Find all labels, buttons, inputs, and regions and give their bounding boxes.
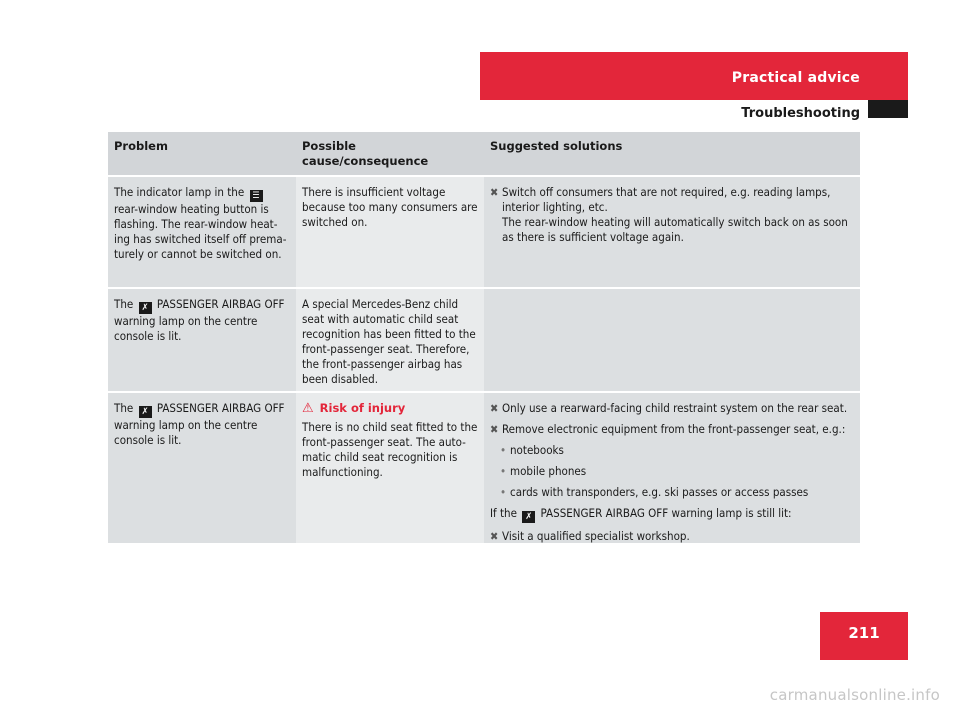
step-text: Remove electronic equipment from the front-passenger seat, e.g.: bbox=[502, 422, 846, 436]
cause-cell: There is insufficient voltage because too many consumers are switched on. bbox=[296, 177, 484, 287]
problem-cell bbox=[108, 393, 296, 543]
troubleshooting-table bbox=[108, 132, 860, 545]
problem-text: The indicator lamp in the bbox=[114, 185, 245, 199]
solution-step bbox=[490, 185, 854, 245]
section-title: Practical advice bbox=[731, 70, 860, 86]
list-item-text: cards with transponders, e.g. ski passes or access passes bbox=[510, 485, 809, 499]
step-arrow-icon: ✖ bbox=[490, 423, 499, 436]
warning-triangle-icon: ⚠ bbox=[302, 401, 314, 416]
table-row bbox=[108, 289, 860, 393]
passenger-airbag-off-icon: ✗ bbox=[522, 511, 535, 523]
list-item-text: mobile phones bbox=[510, 464, 587, 478]
problem-text: The bbox=[114, 297, 134, 311]
step-text: Switch off consumers that are not required, e.g. reading lamps, interior lighting, etc. bbox=[502, 185, 831, 214]
subsection-marker bbox=[868, 100, 908, 118]
list-item bbox=[490, 443, 854, 458]
table-row bbox=[108, 393, 860, 545]
solution-step bbox=[490, 529, 854, 544]
step-arrow-icon: ✖ bbox=[490, 402, 499, 415]
page-number: 211 bbox=[848, 624, 880, 642]
cause-text: There is no child seat fitted to the front-passenger seat. The auto-matic child seat recognition is malfunctioning. bbox=[302, 420, 478, 479]
header-cause: Possible cause/consequence bbox=[296, 132, 484, 175]
bullet-icon: • bbox=[500, 485, 507, 499]
page-number-box bbox=[820, 612, 908, 660]
bullet-icon: • bbox=[500, 443, 507, 457]
header-solutions: Suggested solutions bbox=[484, 132, 860, 175]
problem-text: The bbox=[114, 401, 134, 415]
warning-heading bbox=[302, 401, 478, 416]
cause-cell bbox=[296, 393, 484, 543]
step-text: Visit a qualified specialist workshop. bbox=[502, 529, 690, 543]
note-text: The rear-window heating will automatically switch back on as soon as there is sufficient voltage again. bbox=[502, 215, 848, 244]
condition-line bbox=[490, 506, 854, 523]
problem-cell bbox=[108, 177, 296, 287]
solution-step bbox=[490, 401, 854, 416]
step-text: Only use a rearward-facing child restraint system on the rear seat. bbox=[502, 401, 848, 415]
problem-cell bbox=[108, 289, 296, 391]
solution-cell bbox=[484, 289, 860, 391]
table-row bbox=[108, 177, 860, 289]
list-item bbox=[490, 464, 854, 479]
condition-text: PASSENGER AIRBAG OFF warning lamp is still lit: bbox=[540, 506, 792, 520]
warning-text: Risk of injury bbox=[319, 401, 406, 415]
solution-cell bbox=[484, 393, 860, 543]
cause-cell: A special Mercedes-Benz child seat with automatic child seat recognition has been fitted to the front-passenger seat. Therefore, the front-passenger airbag has been disabled. bbox=[296, 289, 484, 391]
problem-text: PASSENGER AIRBAG OFF warning lamp on the centre console is lit. bbox=[114, 297, 285, 343]
table-header-row bbox=[108, 132, 860, 177]
list-item bbox=[490, 485, 854, 500]
list-item-text: notebooks bbox=[510, 443, 564, 457]
section-header-bar bbox=[480, 52, 908, 100]
header-problem: Problem bbox=[108, 132, 296, 175]
subsection-title: Troubleshooting bbox=[741, 106, 860, 121]
step-arrow-icon: ✖ bbox=[490, 186, 499, 199]
watermark: carmanualsonline.info bbox=[769, 686, 940, 704]
condition-text: If the bbox=[490, 506, 517, 520]
passenger-airbag-off-icon: ✗ bbox=[139, 406, 152, 418]
problem-text: rear-window heating button is flashing. The rear-window heat-ing has switched itself off prema-turely or cannot be switched on. bbox=[114, 202, 287, 261]
bullet-icon: • bbox=[500, 464, 507, 478]
solution-step bbox=[490, 422, 854, 437]
rear-window-heating-icon: ☰ bbox=[250, 190, 263, 202]
solution-cell bbox=[484, 177, 860, 287]
step-arrow-icon: ✖ bbox=[490, 530, 499, 543]
passenger-airbag-off-icon: ✗ bbox=[139, 302, 152, 314]
problem-text: PASSENGER AIRBAG OFF warning lamp on the centre console is lit. bbox=[114, 401, 285, 447]
